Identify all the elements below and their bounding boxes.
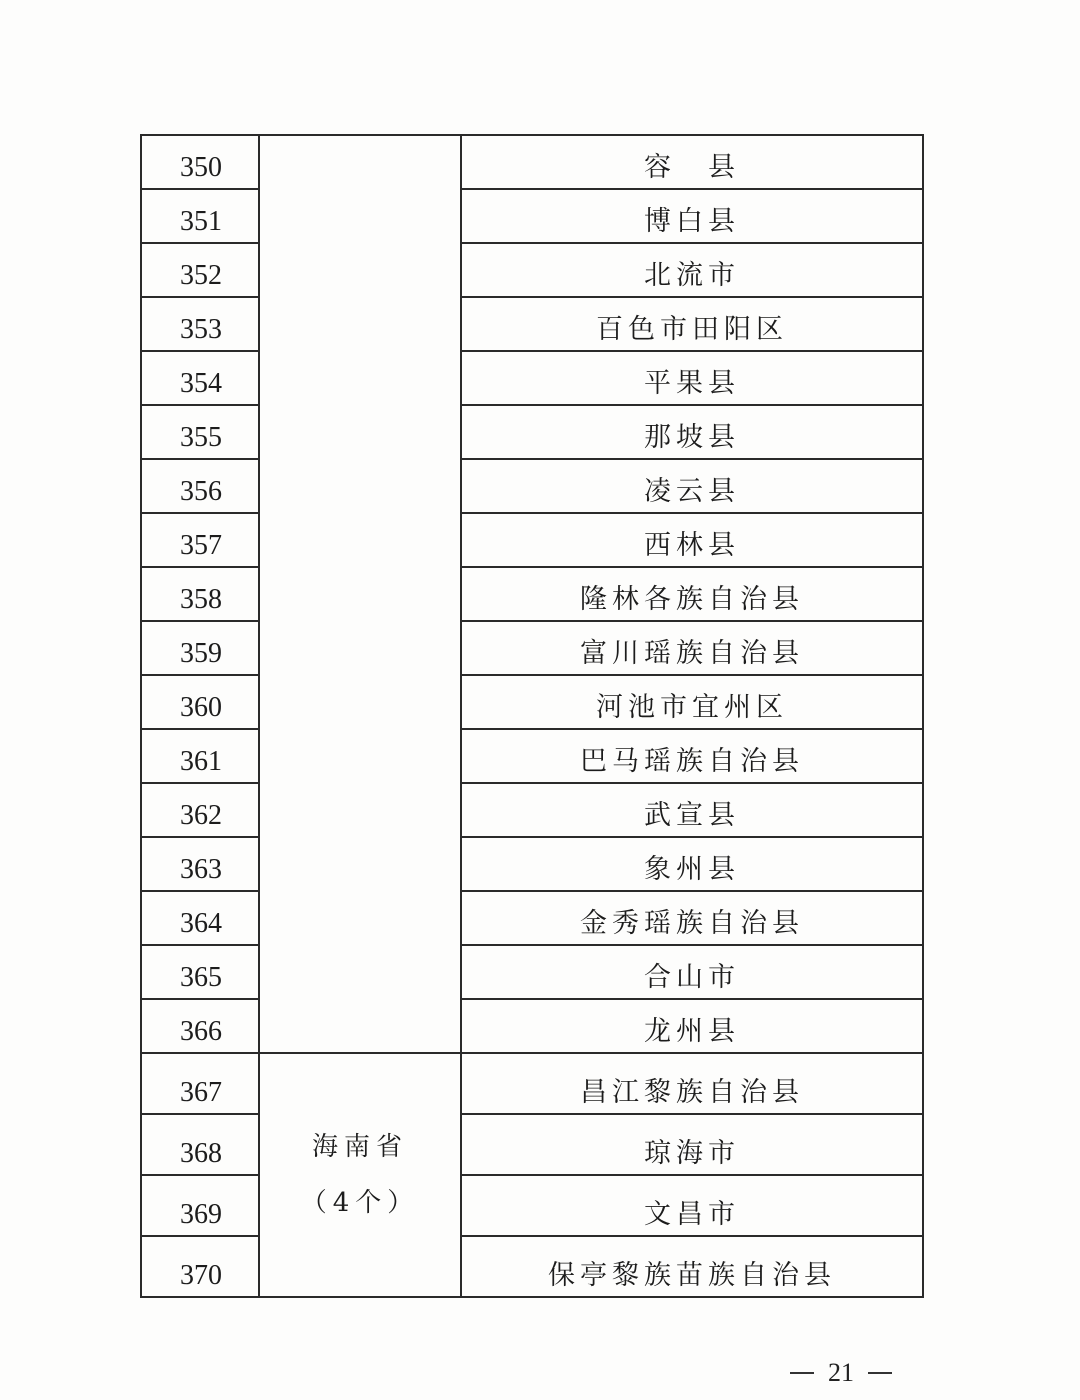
county-name: 百色市田阳区 (461, 297, 923, 351)
county-list-table (140, 134, 924, 1298)
table-row (141, 351, 923, 405)
county-name: 河池市宜州区 (461, 675, 923, 729)
county-name: 平果县 (461, 351, 923, 405)
table-row (141, 837, 923, 891)
row-number: 354 (141, 351, 259, 405)
row-number: 365 (141, 945, 259, 999)
county-name: 隆林各族自治县 (461, 567, 923, 621)
row-number: 364 (141, 891, 259, 945)
county-name: 龙州县 (461, 999, 923, 1053)
row-number: 360 (141, 675, 259, 729)
row-number: 361 (141, 729, 259, 783)
table-row (141, 675, 923, 729)
table-row (141, 891, 923, 945)
county-name: 那坡县 (461, 405, 923, 459)
county-name: 文昌市 (461, 1175, 923, 1236)
row-number: 352 (141, 243, 259, 297)
row-number: 358 (141, 567, 259, 621)
table-row (141, 1236, 923, 1297)
table-row (141, 243, 923, 297)
row-number: 359 (141, 621, 259, 675)
county-name: 武宣县 (461, 783, 923, 837)
county-name: 保亭黎族苗族自治县 (461, 1236, 923, 1297)
row-number: 355 (141, 405, 259, 459)
county-name: 琼海市 (461, 1114, 923, 1175)
table-row (141, 567, 923, 621)
row-number: 351 (141, 189, 259, 243)
table-row (141, 405, 923, 459)
table-row (141, 783, 923, 837)
footer-dash-left (790, 1372, 814, 1374)
province-name: 海南省 (311, 1132, 408, 1162)
table-row (141, 1114, 923, 1175)
footer-dash-right (868, 1372, 892, 1374)
county-name: 博白县 (461, 189, 923, 243)
page-number: 21 (828, 1358, 854, 1387)
county-name: 金秀瑶族自治县 (461, 891, 923, 945)
county-name: 凌云县 (461, 459, 923, 513)
row-number: 370 (141, 1236, 259, 1297)
row-number: 356 (141, 459, 259, 513)
table-row (141, 297, 923, 351)
table-row (141, 1053, 923, 1114)
page-footer (790, 1358, 892, 1388)
table-row (141, 459, 923, 513)
row-number: 368 (141, 1114, 259, 1175)
row-number: 350 (141, 135, 259, 189)
table-row (141, 999, 923, 1053)
row-number: 366 (141, 999, 259, 1053)
county-name: 合山市 (461, 945, 923, 999)
county-name: 巴马瑶族自治县 (461, 729, 923, 783)
table-row (141, 513, 923, 567)
table-row (141, 621, 923, 675)
province-count: （4个） (300, 1188, 420, 1218)
province-cell-hainan (259, 1053, 461, 1297)
county-name: 北流市 (461, 243, 923, 297)
province-cell-guangxi (259, 135, 461, 1053)
county-name: 容 县 (461, 135, 923, 189)
table-row (141, 945, 923, 999)
county-name: 象州县 (461, 837, 923, 891)
table-row (141, 1175, 923, 1236)
row-number: 353 (141, 297, 259, 351)
table-row (141, 189, 923, 243)
row-number: 367 (141, 1053, 259, 1114)
county-name: 西林县 (461, 513, 923, 567)
table-row (141, 135, 923, 189)
row-number: 369 (141, 1175, 259, 1236)
row-number: 357 (141, 513, 259, 567)
table-row (141, 729, 923, 783)
county-name: 昌江黎族自治县 (461, 1053, 923, 1114)
row-number: 362 (141, 783, 259, 837)
county-name: 富川瑶族自治县 (461, 621, 923, 675)
row-number: 363 (141, 837, 259, 891)
